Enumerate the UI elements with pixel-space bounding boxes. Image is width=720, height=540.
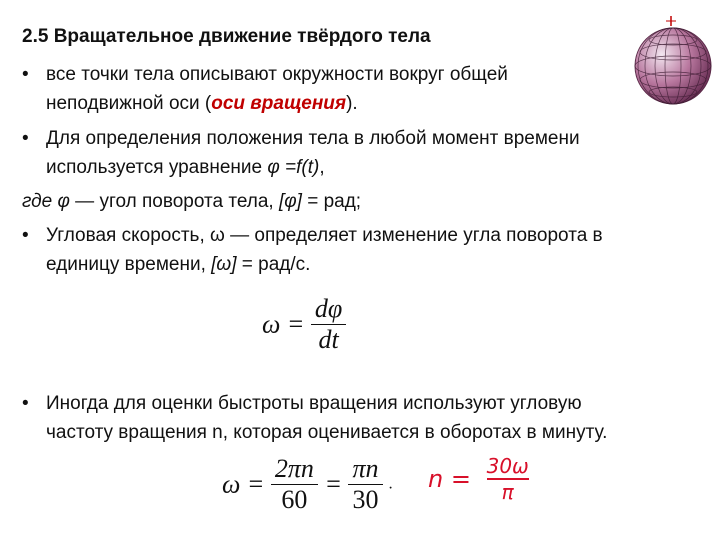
handwritten-numerator: 30ω: [486, 454, 529, 478]
bullet-marker: •: [22, 64, 29, 85]
where-text: — угол поворота тела,: [69, 191, 279, 212]
bullet-4-line-2: частоту вращения n, которая оценивается в оборотах в минуту.: [46, 422, 608, 443]
slide-title: 2.5 Вращательное движение твёрдого тела: [22, 26, 431, 47]
bullet-2-line-2: [46, 157, 325, 179]
bullet-marker: •: [22, 225, 29, 246]
b1-text-b: ).: [346, 93, 358, 114]
b1-text-a: неподвижной оси (: [46, 93, 212, 114]
formula-2-equals: =: [324, 469, 342, 499]
formula-1-fraction: [311, 294, 346, 355]
formula-1-lhs: ω =: [262, 309, 305, 339]
handwritten-denominator: π: [487, 478, 529, 504]
formula-2-fraction-2: [348, 454, 382, 515]
b2-text: используется уравнение: [46, 157, 268, 178]
formula-2-lhs: ω =: [222, 469, 265, 499]
handwritten-formula: [428, 454, 529, 504]
rotation-frequency-formula: [222, 454, 393, 515]
where-line: [22, 191, 361, 213]
sphere-grid-icon: [630, 14, 716, 106]
b3-text: единицу времени,: [46, 254, 212, 275]
formula-2-fraction-1: [271, 454, 318, 515]
bullet-3-line-2: [46, 254, 310, 276]
angle-unit: [φ]: [278, 191, 302, 212]
formula-2-period: .: [389, 475, 394, 493]
formula-2-numerator-1: 2πn: [274, 454, 314, 483]
rotation-axis-term: оси вращения: [211, 93, 347, 114]
b3-text-2: = рад/с.: [236, 254, 311, 275]
bullet-marker: •: [22, 393, 29, 414]
formula-2-denominator-2: 30: [348, 484, 382, 515]
handwritten-fraction: [487, 454, 529, 504]
bullet-marker: •: [22, 128, 29, 149]
formula-2-numerator-2: πn: [352, 454, 379, 483]
formula-2-denominator-1: 60: [271, 484, 318, 515]
bullet-2-line-1: Для определения положения тела в любой момент времени: [46, 128, 580, 149]
formula-1-denominator: dt: [311, 324, 346, 355]
handwritten-lhs: n =: [428, 465, 471, 493]
angle-equation: φ =f(t): [267, 157, 320, 178]
angular-velocity-formula: [262, 294, 346, 355]
bullet-4-line-1: Иногда для оценки быстроты вращения используют угловую: [46, 393, 582, 414]
omega-unit: [ω]: [211, 254, 237, 275]
bullet-1-line-1: все точки тела описывают окружности вокруг общей: [46, 64, 508, 85]
where-label: где φ: [22, 191, 70, 212]
bullet-1-line-2: [46, 93, 358, 115]
formula-1-numerator: dφ: [314, 294, 343, 323]
b2-comma: ,: [319, 157, 325, 178]
bullet-3-line-1: Угловая скорость, ω — определяет изменение угла поворота в: [46, 225, 603, 246]
where-text-2: = рад;: [301, 191, 362, 212]
